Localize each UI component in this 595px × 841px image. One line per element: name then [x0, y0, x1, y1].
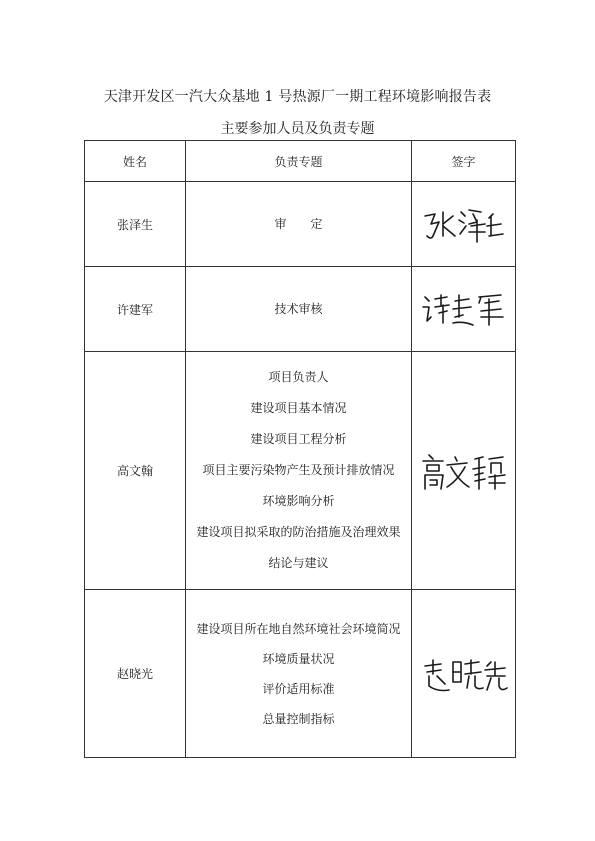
- table-row: [85, 267, 516, 352]
- handwritten-signature-zhao: [419, 652, 509, 696]
- topics-cell: [186, 590, 412, 758]
- signature-cell: [412, 352, 516, 590]
- signature-cell: [412, 182, 516, 267]
- header-name: 姓名: [85, 141, 186, 182]
- topic-item: 总量控制指标: [262, 711, 335, 726]
- topic-item: 建设项目基本情况: [250, 401, 347, 415]
- topic-item: 项目主要污染物产生及预计排放情况: [202, 463, 395, 477]
- document-title: 天津开发区一汽大众基地 1 号热源厂一期工程环境影响报告表: [103, 89, 492, 105]
- topic-item: 环境影响分析: [262, 494, 335, 508]
- person-name: 许建军: [85, 267, 186, 352]
- header-signature: 签字: [412, 141, 516, 182]
- header-topics: 负责专题: [186, 141, 412, 182]
- topic-item: 评价适用标准: [262, 681, 335, 696]
- table-row: [85, 352, 516, 590]
- table-row: [85, 590, 516, 758]
- signature-cell: [412, 590, 516, 758]
- signature-cell: [412, 267, 516, 352]
- handwritten-signature-zhang: [419, 202, 509, 246]
- topic-item: 技术审核: [274, 301, 323, 316]
- topic-item: 建设项目拟采取的防治措施及治理效果: [196, 525, 401, 539]
- topic-item: 环境质量状况: [262, 651, 335, 666]
- handwritten-signature-gao: [419, 449, 509, 493]
- topic-item: 建设项目工程分析: [250, 432, 347, 446]
- topic-item: 项目负责人: [268, 370, 329, 384]
- document-subtitle: 主要参加人员及负责专题: [220, 121, 375, 137]
- topic-item: 结论与建议: [268, 556, 329, 570]
- table-row: [85, 182, 516, 267]
- topics-cell: [186, 182, 412, 267]
- topic-item: 审 定: [274, 216, 323, 231]
- topics-cell: [186, 267, 412, 352]
- person-name: 张泽生: [85, 182, 186, 267]
- topics-cell: [186, 352, 412, 590]
- person-name: 高文翰: [85, 352, 186, 590]
- handwritten-signature-xu: [419, 287, 509, 331]
- table-header-row: [85, 141, 516, 182]
- person-name: 赵晓光: [85, 590, 186, 758]
- topic-item: 建设项目所在地自然环境社会环境简况: [196, 621, 401, 636]
- staff-table: [84, 140, 516, 758]
